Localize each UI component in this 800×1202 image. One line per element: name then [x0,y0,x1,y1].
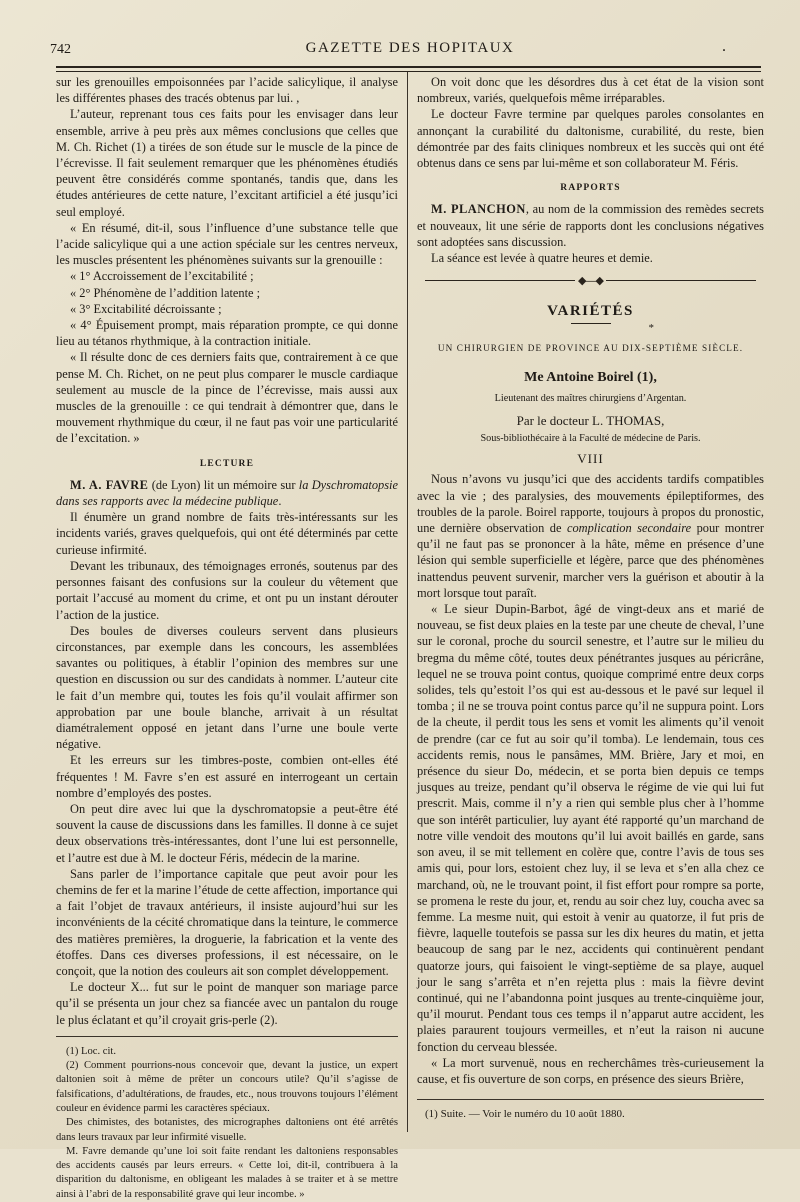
footnote-rule [56,1036,398,1037]
paragraph [417,471,764,601]
footnote: (1) Loc. cit. [66,1045,117,1057]
paragraph: L’auteur, reprenant tous ces faits pour les envisager dans leur ensemble, arrive à peu près aux mêmes conclusions que celles que M. Ch. Richet (1) a tirées de son étude sur le muscle de la pince de l’écrevisse. Il fait seulement remarquer que les phénomènes étudiés peuvent être considérés comme spontanés, tandis que, dans les études antérieures de cette nature, l’excitant artificiel a été jusqu’ici seul employé. [56,107,398,219]
footnote: Des chimistes, des botanistes, des micrographes daltoniens ont été arrêtés dans leurs travaux par leur infirmité visuelle. [56,1117,398,1143]
speaker-name: M. A. FAVRE [70,477,149,492]
paragraph: sur les grenouilles empoisonnées par l’acide salicylique, il analyse les différentes phases des tracés obtenus par lui. , [56,75,398,106]
page-header [50,38,770,60]
list-item: « 4° Épuisement prompt, mais réparation prompte, ce qui donne lieu au tétanos rhythmique, à la contraction initiale. [56,318,398,349]
paragraph: On voit donc que les désordres dus à cet état de la vision sont nombreux, variés, quelquefois même irréparables. [417,75,764,106]
section-heading-rapports: RAPPORTS [560,183,621,194]
header-rule [56,66,761,72]
lecture-text: (de Lyon) lit un mémoire sur [148,477,299,492]
emphasis-text: complication secondaire [566,521,692,536]
paragraph-quote: « La mort survenuë, nous en recherchâmes très-curieusement la cause, et fis ouverture de son corps, en présence des sieurs Brière, [417,1055,764,1086]
paragraph-quote: « Le sieur Dupin-Barbot, âgé de vingt-deux ans et marié de nouveau, se fist deux plaies en la teste par une cheute de cheval, l’une sur le coronal, proche du sourcil senestre, et l’autre sur le milieu du bregma du même côté, toutes deux pénétrantes jusques au péricrâne, lequel ne se trouva point contus, quoique comprimé entre deux corps solides, tels qu’estoit l’os qui est au-dessous et le pavé sur lequel il tomba ; il ne se trouva point contus parce qu’il ne suppura point. Lors de la cheute, il perdit tous les sens et vomit les aliments qu’il venoit de prendre (car ce fut au soir qu’il tomba). Le lendemain, tous ces accidents remis, nous le pansâmes, MM. Brière, Jary et moi, en présence du sieur Do, médecin, et se porta bien depuis ce temps jusques au treize, pendant qu’il observa le régime de vie qui lui fut prescrit. Mais, comme il n’y a rien qui semble plus cher à l’homme que son intérêt particulier, luy ayant été rapporté qu’un marchand de notre ville vendoit des moutons qu’il lui avoit baillés en garde, sans son aveu, il se mit tellement en colère que, contre l’avis de tous ses amis qui, pour lors, estoient chez luy, il se leva et s’en alla chez ce marchand, où, ne le trouvant point, il fist effort pour rompre sa porte, se promena le reste du jour, et, rendu au soir chez luy, coucha avec sa femme. La mesme nuit, qui estoit à venir au quatorze, il fut pris de fièvre, laquelle toutefois se passa sur les dix heures du matin, et jetta beaucoup de sang par le nez, accidents qui continuèrent pendant quatorze jours, qui faisoient le vingt-septième de sa playe, auquel jour le sang s’arrêta et n’en rejetta plus : mais la fièvre devint continué, qui ne l’abandonna point jusques au trente-cinquième jour, qu’il mourut. Pendant tous ces temps il n’apparut autre accident, les plaies paraurent toujours vermeilles, et n’eut la raison ni aucune fonction du cerveau blessée. [417,602,764,1054]
page-number: 742 [50,42,71,57]
footnote: M. Favre demande qu’une loi soit faite rendant les daltoniens responsables des accidents causés par leurs erreurs. « Cette loi, dit-il, contribuera à la disparition du daltonisme, en obligeant les malades à se traiter et à se mettre ainsi à l’abri de la responsabilité grave qui leur incombe. » [56,1145,398,1200]
article-subject-role: Lieutenant des maîtres chirurgiens d’Argentan. [494,392,687,404]
paragraph: On peut dire avec lui que la dyschromatopsie a peut-être été souvent la cause de discussions dans les familles. Il donne à ce sujet deux observations très-intéressantes, dont l’une lui est personnelle, et l’autre est due à M. le docteur Féris, médecin de la marine. [56,801,398,865]
list-item: « 1° Accroissement de l’excitabilité ; [70,269,254,284]
footnote-rule [417,1099,764,1100]
list-item: « 2° Phénomène de l’addition latente ; [70,285,261,300]
paragraph: Sans parler de l’importance capitale que peut avoir pour les chemins de fer et la marine l’étude de cette affection, importance qui a fait l’objet de travaux antérieurs, il insiste aujourd’hui sur les inconvénients de la cécité chromatique dans la teinture, le commerce des matières premières, la droguerie, la fabrication et la vente des étoffes. Dans ces diverses professions, il est nécessaire, on le conçoit, que la notion des couleurs ait son complet développement. [56,866,398,978]
paragraph-text: Nous n’avons vu jusqu’ici que des accidents tardifs compatibles avec la vie ; des paralysies, des mouvements épileptiformes, des troubles de la parole. Boirel rapporte, toujours à propos du pronostic, une dernière observation de [417,472,764,536]
journal-title: GAZETTE DES HOPITAUX [305,40,515,56]
ornamental-rule: ◆—◆ [417,272,764,289]
section-title-varietes: VARIÉTÉS [547,302,634,319]
article-author: Par le docteur L. THOMAS, [516,412,665,428]
paragraph: Et les erreurs sur les timbres-poste, combien ont-elles été fréquentes ! M. Favre s’en est assuré en interrogeant un certain nombre d’employés des postes. [56,753,398,800]
footnote: (1) Suite. — Voir le numéro du 10 août 1880. [425,1108,625,1121]
paragraph-closing: La séance est levée à quatre heures et demie. [431,251,653,266]
list-item: « 3° Excitabilité décroissante ; [70,301,222,316]
paragraph: « Il résulte donc de ces derniers faits que, contrairement à ce que pense M. Ch. Richet, on ne peut plus comparer le muscle cardiaque seulement au muscle de la pince de l’écrevisse, mais aussi aux muscles de la grenouille : ce qui tendrait à démontrer que, dans le mouvement rhythmique du cœur, il ne faut pas voir une particularité de l’excitation. » [56,350,398,446]
footnotes [56,1045,398,1202]
article-subject: Me Antoine Boirel (1), [524,370,657,386]
paragraph: Il énumère un grand nombre de faits très-intéressants sur les incidents variés, graves quelquefois, qui ont été déterminés par cette curieuse infirmité. [56,510,398,557]
star-mark: * [648,322,654,334]
lecture-end: . [278,494,282,509]
paragraph: Devant les tribunaux, des témoignages erronés, soutenus par des personnes faisant des confusions sur la couleur du vêtement que portait l’accusé au moment du crime, et ont pu un instant dérouter l’action de la justice. [56,558,398,622]
paragraph-lecture [56,477,398,509]
paragraph: Des boules de diverses couleurs servent dans plusieurs circonstances, par exemple dans les concours, les assemblées savantes ou politiques, à établir l’opinion des membres sur une question en discussion ou sur des candidats à nommer. L’auteur cite le fait d’un membre qui, toutes les fois qu’il voulait affirmer son approbation par une boule blanche, arrivait à un résultat diamétralement opposé en jetant dans l’urne une boule verte négative. [56,623,398,752]
speaker-name: M. PLANCHON [431,202,526,217]
column-divider [407,72,408,1132]
section-heading-lecture: LECTURE [199,458,255,469]
chapter-number: VIII [577,451,604,467]
paragraph: Le docteur X... fut sur le point de manquer son mariage parce qu’il se présenta un jour chez sa fiancée avec un pantalon du rouge le plus éclatant et qu’il croyait gris-perle (2). [56,980,398,1027]
article-author-role: Sous-bibliothécaire à la Faculté de médecine de Paris. [480,433,701,445]
left-column [56,74,398,1202]
paragraph: Le docteur Favre termine par quelques paroles consolantes en annonçant la curabilité du daltonisme, curabilité, du reste, bien démontrée par des faits cliniques nombreux et les succès qui ont été obtenus dans ce sens par lui-même et son collaborateur M. Féris. [417,107,764,171]
rapports-text: , au nom de la commission des remèdes secrets et nouveaux, lit une série de rapports dont les conclusions négatives sont adoptées sans discussion. [417,202,764,249]
paragraph-rapports [417,201,764,250]
right-column [417,74,764,1122]
footnote: (2) Comment pourrions-nous concevoir que, devant la justice, un expert daltonien soit à même de prêter un concours utile? Qu’il s’agisse de falsifications, d’adultérations, de fraudes, etc., nous trouvons toujours l’élément couleur en évidence parmi les caractères spéciaux. [56,1060,398,1114]
header-dot: . [722,38,726,55]
paragraph: « En résumé, dit-il, sous l’influence d’une substance telle que l’acide salicylique qui a une action spéciale sur les centres nerveux, les muscles présentent les phénomènes suivants sur la grenouille : [56,220,398,268]
paragraph-text: pour montrer qu’il ne faut pas se prononcer à la hâte, même en présence d’une lésion qui semble superficielle et légère, parce que des phénomènes inattendus peuvent survenir, marcher vers la guérison et aboutir à la mort lorsque tout paraît. [417,521,765,600]
article-subhead: UN CHIRURGIEN DE PROVINCE AU DIX-SEPTIÈME SIÈCLE. [437,343,744,354]
lecture-title: la Dyschromatopsie dans ses rapports avec la médecine publique [56,477,398,509]
